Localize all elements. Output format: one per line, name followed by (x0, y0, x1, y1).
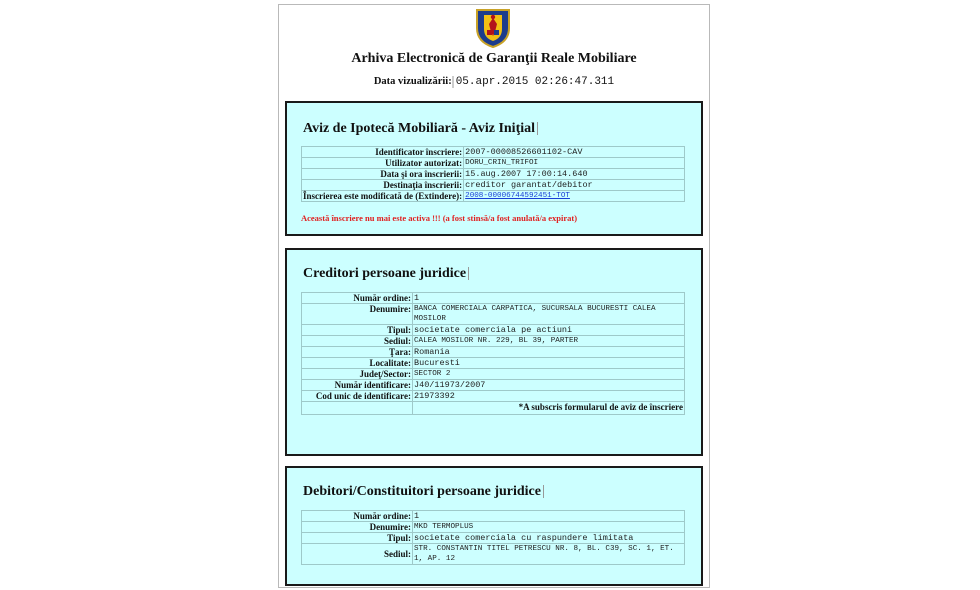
row-label: Data şi ora înscrierii: (302, 169, 464, 180)
inactive-warning: Această înscriere nu mai este activa !!! (a fost stinsă/a fost anulată/a expirat) (301, 213, 578, 223)
extension-link[interactable]: 2008-00006744592451-TOT (465, 192, 570, 200)
table-row (302, 380, 685, 391)
table-row (302, 191, 685, 202)
page-title: Arhiva Electronică de Garanţii Reale Mobiliare (351, 51, 637, 66)
row-value: 2007-00008526601102-CAV (464, 147, 685, 158)
row-value: creditor garantat/debitor (464, 180, 685, 191)
row-label: Denumire: (302, 522, 413, 533)
debtors-panel (285, 466, 703, 586)
row-label: Sediul: (302, 544, 413, 565)
table-row (302, 293, 685, 304)
row-value: Bucuresti (413, 358, 685, 369)
row-value (464, 191, 685, 202)
table-row (302, 511, 685, 522)
table-row (302, 369, 685, 380)
creditors-panel (285, 248, 703, 456)
table-row (302, 158, 685, 169)
row-label: Sediul: (302, 336, 413, 347)
row-value: 21973392 (413, 391, 685, 402)
row-value: SECTOR 2 (413, 369, 685, 380)
row-value: J40/11973/2007 (413, 380, 685, 391)
view-date-value: 05.apr.2015 02:26:47.311 (452, 76, 614, 88)
row-value: 1 (413, 511, 685, 522)
row-value: 1 (413, 293, 685, 304)
row-value: Romania (413, 347, 685, 358)
debtors-table (301, 510, 685, 565)
row-value: STR. CONSTANTIN TITEL PETRESCU NR. 8, BL. C39, SC. 1, ET. 1, AP. 12 (413, 544, 685, 565)
debtors-heading: Debitori/Constituitori persoane juridice (303, 484, 544, 500)
table-row (302, 336, 685, 347)
row-label: Localitate: (302, 358, 413, 369)
document-page (278, 4, 710, 588)
aviz-panel (285, 101, 703, 236)
row-label: Număr ordine: (302, 511, 413, 522)
row-value: societate comerciala cu raspundere limitata (413, 533, 685, 544)
table-row (302, 391, 685, 402)
table-row (302, 522, 685, 533)
table-row (302, 304, 685, 325)
row-label: Utilizator autorizat: (302, 158, 464, 169)
table-row (302, 347, 685, 358)
row-label: Tipul: (302, 533, 413, 544)
row-value: DORU_CRIN_TRIFOI (464, 158, 685, 169)
romania-coat-of-arms-icon (473, 6, 513, 48)
table-row (302, 544, 685, 565)
aviz-table (301, 146, 685, 202)
view-date (279, 76, 709, 88)
row-label: Cod unic de identificare: (302, 391, 413, 402)
row-value: BANCA COMERCIALA CARPATICA, SUCURSALA BUCURESTI CALEA MOSILOR (413, 304, 685, 325)
creditors-table (301, 292, 685, 415)
row-label: Înscrierea este modificată de (Extindere): (303, 191, 463, 201)
row-label: Denumire: (302, 304, 413, 325)
row-label: Tipul: (302, 325, 413, 336)
table-row (302, 180, 685, 191)
row-label: Destinaţia înscrierii: (302, 180, 464, 191)
aviz-heading: Aviz de Ipotecă Mobiliară - Aviz Iniţial (303, 121, 538, 137)
subscription-note: *A subscris formularul de aviz de înscriere (413, 402, 685, 415)
row-value: MKD TERMOPLUS (413, 522, 685, 533)
creditors-heading: Creditori persoane juridice (303, 266, 469, 282)
row-value: 15.aug.2007 17:00:14.640 (464, 169, 685, 180)
view-date-label: Data vizualizării: (373, 76, 452, 87)
row-label: Ţara: (302, 347, 413, 358)
row-value: CALEA MOSILOR NR. 229, BL 39, PARTER (413, 336, 685, 347)
table-row (302, 533, 685, 544)
row-label: Număr ordine: (302, 293, 413, 304)
row-label: Identificator înscriere: (302, 147, 464, 158)
row-value: societate comerciala pe actiuni (413, 325, 685, 336)
table-row (302, 169, 685, 180)
row-label: Judeţ/Sector: (302, 369, 413, 380)
table-row (302, 402, 685, 415)
row-label: Număr identificare: (302, 380, 413, 391)
table-row (302, 358, 685, 369)
table-row (302, 325, 685, 336)
table-row (302, 147, 685, 158)
